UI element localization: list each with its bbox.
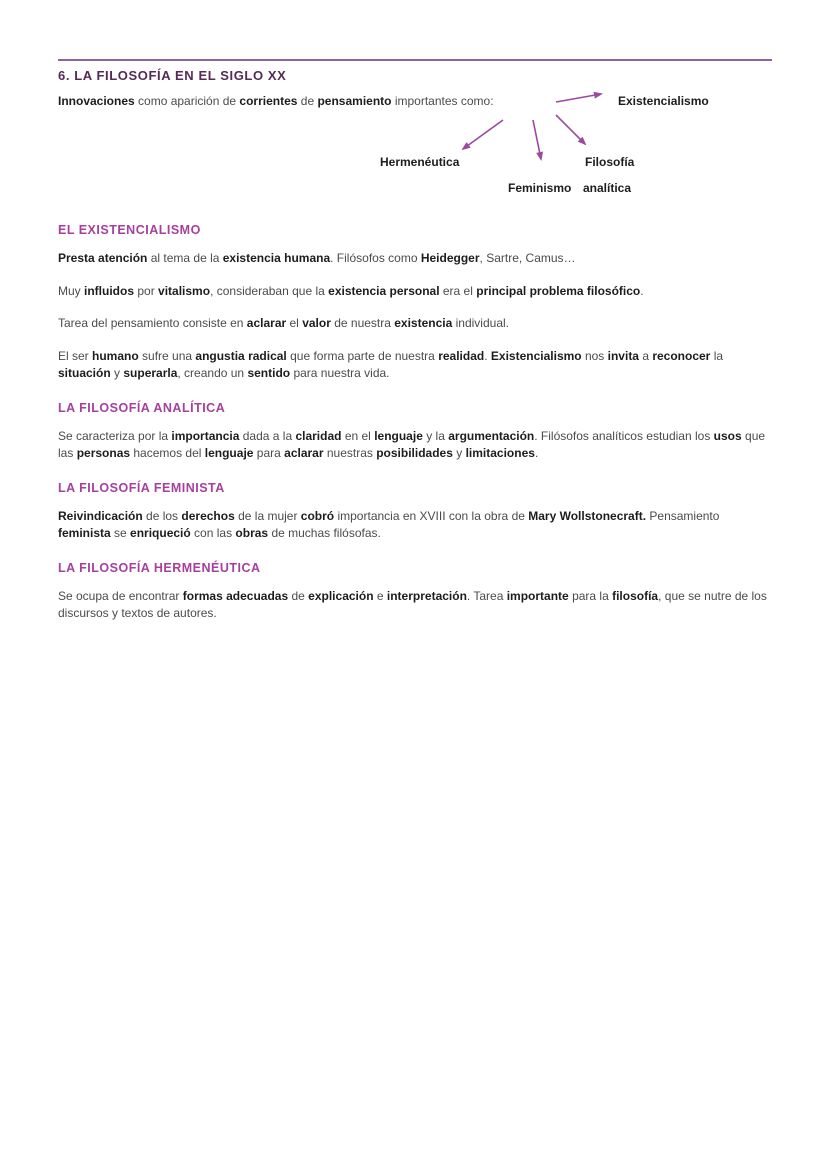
- diagram-label-feminismo: Feminismo: [508, 181, 572, 195]
- paragraph-existencialismo-1: Presta atención al tema de la existencia humana. Filósofos como Heidegger, Sartre, Camus…: [58, 251, 576, 265]
- diagram-label-filosofia: Filosofía: [585, 155, 635, 169]
- section-heading-analitica: LA FILOSOFÍA ANALÍTICA: [58, 400, 226, 415]
- diagram-label-existencialismo: Existencialismo: [618, 94, 709, 108]
- intro-paragraph: Innovaciones como aparición de corrientes de pensamiento importantes como:: [58, 94, 494, 108]
- arrow-to-hermeneutica: [463, 120, 503, 149]
- section-heading-existencialismo: EL EXISTENCIALISMO: [58, 223, 201, 237]
- section-heading-hermeneutica: LA FILOSOFÍA HERMENÉUTICA: [58, 560, 261, 575]
- diagram-label-analitica: analítica: [583, 181, 632, 195]
- page-content: [58, 59, 772, 638]
- paragraph-feminista-1: Reivindicación de los derechos de la mujer cobró importancia en XVIII con la obra de Mary Wollstonecraft. Pensamiento feminista se enriqueció con las obras de muchas filósofas.: [58, 508, 720, 540]
- concept-diagram: [58, 93, 772, 203]
- section-heading-feminista: LA FILOSOFÍA FEMINISTA: [58, 480, 225, 495]
- paragraph-existencialismo-3: Tarea del pensamiento consiste en aclarar el valor de nuestra existencia individual.: [58, 316, 509, 330]
- paragraph-hermeneutica-1: Se ocupa de encontrar formas adecuadas de explicación e interpretación. Tarea importante para la filosofía, que se nutre de los discursos y textos de autores.: [58, 588, 767, 620]
- page-title: 6. LA FILOSOFÍA EN EL SIGLO XX: [58, 68, 287, 83]
- top-divider-rule: [58, 59, 772, 61]
- paragraph-existencialismo-2: Muy influidos por vitalismo, consideraban que la existencia personal era el principal problema filosófico.: [58, 283, 644, 298]
- arrow-to-filosofia-analitica: [556, 115, 585, 144]
- arrow-to-feminismo: [533, 120, 541, 159]
- paragraph-analitica-1: Se caracteriza por la importancia dada a la claridad en el lenguaje y la argumentación. Filósofos analíticos estudian los usos que las personas hacemos del lenguaje para aclarar nuestras posibilidades y limitaciones.: [58, 428, 766, 460]
- diagram-label-hermeneutica: Hermenéutica: [380, 155, 460, 169]
- paragraph-existencialismo-4: El ser humano sufre una angustia radical que forma parte de nuestra realidad. Existencialismo nos invita a reconocer la situación y superarla, creando un sentido para nuestra vida.: [58, 348, 724, 380]
